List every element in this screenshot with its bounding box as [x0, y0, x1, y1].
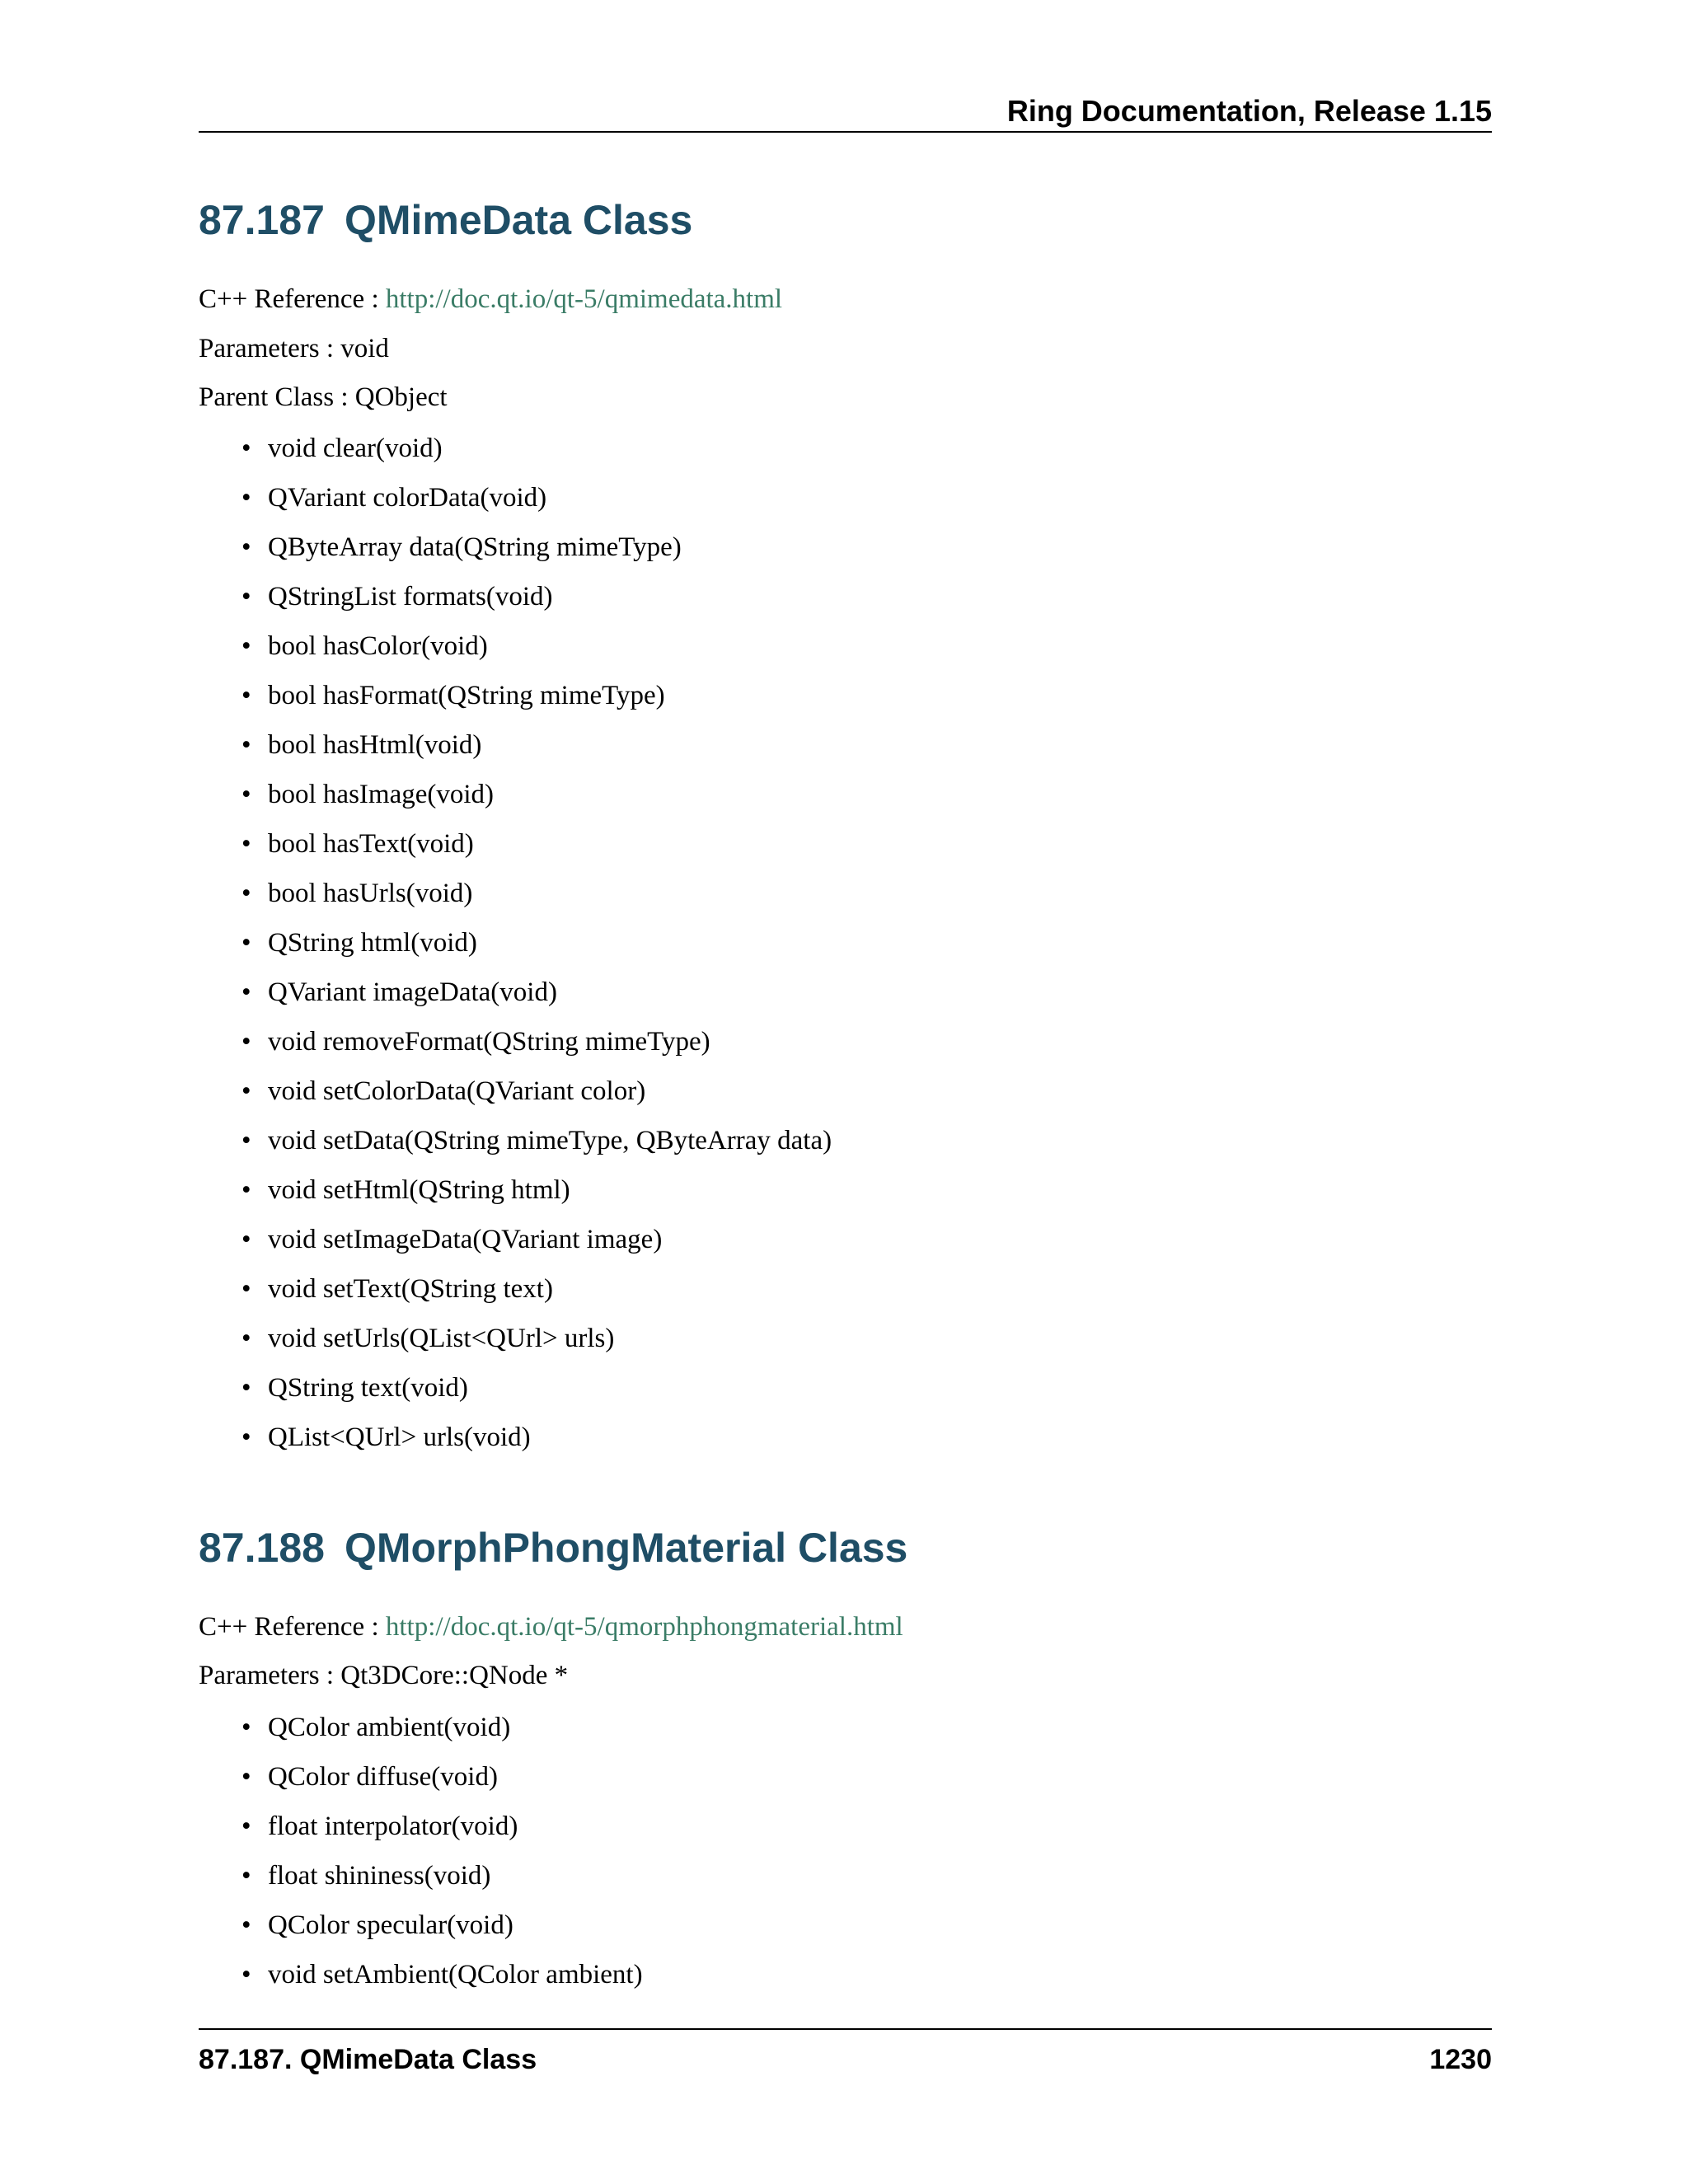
list-item [199, 671, 832, 720]
list-item [199, 968, 832, 1017]
footer-section-label: 87.187. QMimeData Class [199, 2044, 537, 2075]
method-signature: bool hasImage(void) [268, 780, 495, 809]
method-signature: void removeFormat(QString mimeType) [268, 1027, 710, 1057]
bullet-icon: • [241, 780, 251, 809]
section-heading-qmorphphongmaterial [199, 1519, 907, 1577]
bullet-icon: • [241, 1861, 251, 1891]
cpp-reference-line [199, 1608, 903, 1646]
list-item [199, 918, 832, 968]
method-signature: bool hasFormat(QString mimeType) [268, 681, 665, 710]
list-item [199, 1314, 832, 1363]
list-item [199, 424, 832, 473]
method-signature: void clear(void) [268, 434, 443, 463]
list-item [199, 1363, 832, 1413]
method-signature: float interpolator(void) [268, 1811, 518, 1841]
bullet-icon: • [241, 977, 251, 1007]
bullet-icon: • [241, 1422, 251, 1452]
cpp-reference-label: C++ Reference : [199, 1612, 386, 1642]
method-signature: void setText(QString text) [268, 1274, 553, 1304]
list-item [199, 819, 832, 869]
parent-class-line: Parent Class : QObject [199, 382, 448, 412]
method-signature: void setImageData(QVariant image) [268, 1225, 663, 1254]
method-signature: void setColorData(QVariant color) [268, 1076, 646, 1106]
section-number: 87.187 [199, 197, 325, 243]
method-signature: QColor diffuse(void) [268, 1762, 498, 1792]
list-item [199, 720, 832, 770]
method-signature: QString html(void) [268, 928, 477, 958]
list-item [199, 621, 832, 671]
list-item [199, 1116, 832, 1165]
section-number: 87.188 [199, 1525, 325, 1571]
bullet-icon: • [241, 1762, 251, 1792]
bullet-icon: • [241, 1126, 251, 1155]
bullet-icon: • [241, 1175, 251, 1205]
method-signature: QColor specular(void) [268, 1910, 513, 1940]
bullet-icon: • [241, 1373, 251, 1403]
list-item [199, 1215, 832, 1264]
method-signature: QColor ambient(void) [268, 1713, 511, 1742]
cpp-reference-line [199, 280, 782, 318]
list-item [199, 1413, 832, 1462]
method-signature: bool hasUrls(void) [268, 879, 473, 908]
parameters-line: Parameters : Qt3DCore::QNode * [199, 1661, 569, 1690]
bullet-icon: • [241, 1324, 251, 1353]
method-signature: QStringList formats(void) [268, 582, 553, 612]
list-item [199, 1703, 643, 1752]
method-signature: void setHtml(QString html) [268, 1175, 570, 1205]
method-list [199, 1703, 643, 1999]
bullet-icon: • [241, 1960, 251, 1990]
bullet-icon: • [241, 1910, 251, 1940]
method-signature: bool hasText(void) [268, 829, 474, 859]
section-heading-qmimedata [199, 191, 692, 249]
list-item [199, 1066, 832, 1116]
bullet-icon: • [241, 1225, 251, 1254]
bullet-icon: • [241, 730, 251, 760]
bullet-icon: • [241, 928, 251, 958]
bullet-icon: • [241, 829, 251, 859]
bullet-icon: • [241, 631, 251, 661]
document-page [199, 0, 1492, 2184]
method-list [199, 424, 832, 1462]
bullet-icon: • [241, 681, 251, 710]
page-number: 1230 [1429, 2044, 1492, 2075]
method-signature: bool hasHtml(void) [268, 730, 482, 760]
method-signature: bool hasColor(void) [268, 631, 488, 661]
list-item [199, 1264, 832, 1314]
bullet-icon: • [241, 1274, 251, 1304]
list-item [199, 1900, 643, 1950]
method-signature: QVariant imageData(void) [268, 977, 557, 1007]
list-item [199, 1851, 643, 1900]
list-item [199, 572, 832, 621]
list-item [199, 1752, 643, 1802]
section-title: QMorphPhongMaterial Class [344, 1525, 908, 1571]
bullet-icon: • [241, 434, 251, 463]
bullet-icon: • [241, 1027, 251, 1057]
list-item [199, 1017, 832, 1066]
bullet-icon: • [241, 532, 251, 562]
method-signature: void setUrls(QList<QUrl> urls) [268, 1324, 615, 1353]
method-signature: void setAmbient(QColor ambient) [268, 1960, 643, 1990]
list-item [199, 473, 832, 523]
bullet-icon: • [241, 582, 251, 612]
bullet-icon: • [241, 483, 251, 513]
header-divider [199, 131, 1492, 133]
method-signature: float shininess(void) [268, 1861, 491, 1891]
method-signature: QByteArray data(QString mimeType) [268, 532, 682, 562]
method-signature: QString text(void) [268, 1373, 468, 1403]
bullet-icon: • [241, 879, 251, 908]
list-item [199, 1165, 832, 1215]
list-item [199, 1802, 643, 1851]
bullet-icon: • [241, 1713, 251, 1742]
cpp-reference-label: C++ Reference : [199, 284, 386, 314]
cpp-reference-link[interactable]: http://doc.qt.io/qt-5/qmorphphongmaterial.html [385, 1612, 903, 1642]
list-item [199, 1950, 643, 1999]
list-item [199, 523, 832, 572]
parameters-line: Parameters : void [199, 334, 389, 363]
footer-divider [199, 2028, 1492, 2030]
bullet-icon: • [241, 1076, 251, 1106]
method-signature: void setData(QString mimeType, QByteArray data) [268, 1126, 832, 1155]
running-header: Ring Documentation, Release 1.15 [1006, 94, 1492, 128]
cpp-reference-link[interactable]: http://doc.qt.io/qt-5/qmimedata.html [385, 284, 783, 314]
bullet-icon: • [241, 1811, 251, 1841]
section-title: QMimeData Class [344, 197, 693, 243]
list-item [199, 770, 832, 819]
method-signature: QVariant colorData(void) [268, 483, 547, 513]
list-item [199, 869, 832, 918]
method-signature: QList<QUrl> urls(void) [268, 1422, 531, 1452]
